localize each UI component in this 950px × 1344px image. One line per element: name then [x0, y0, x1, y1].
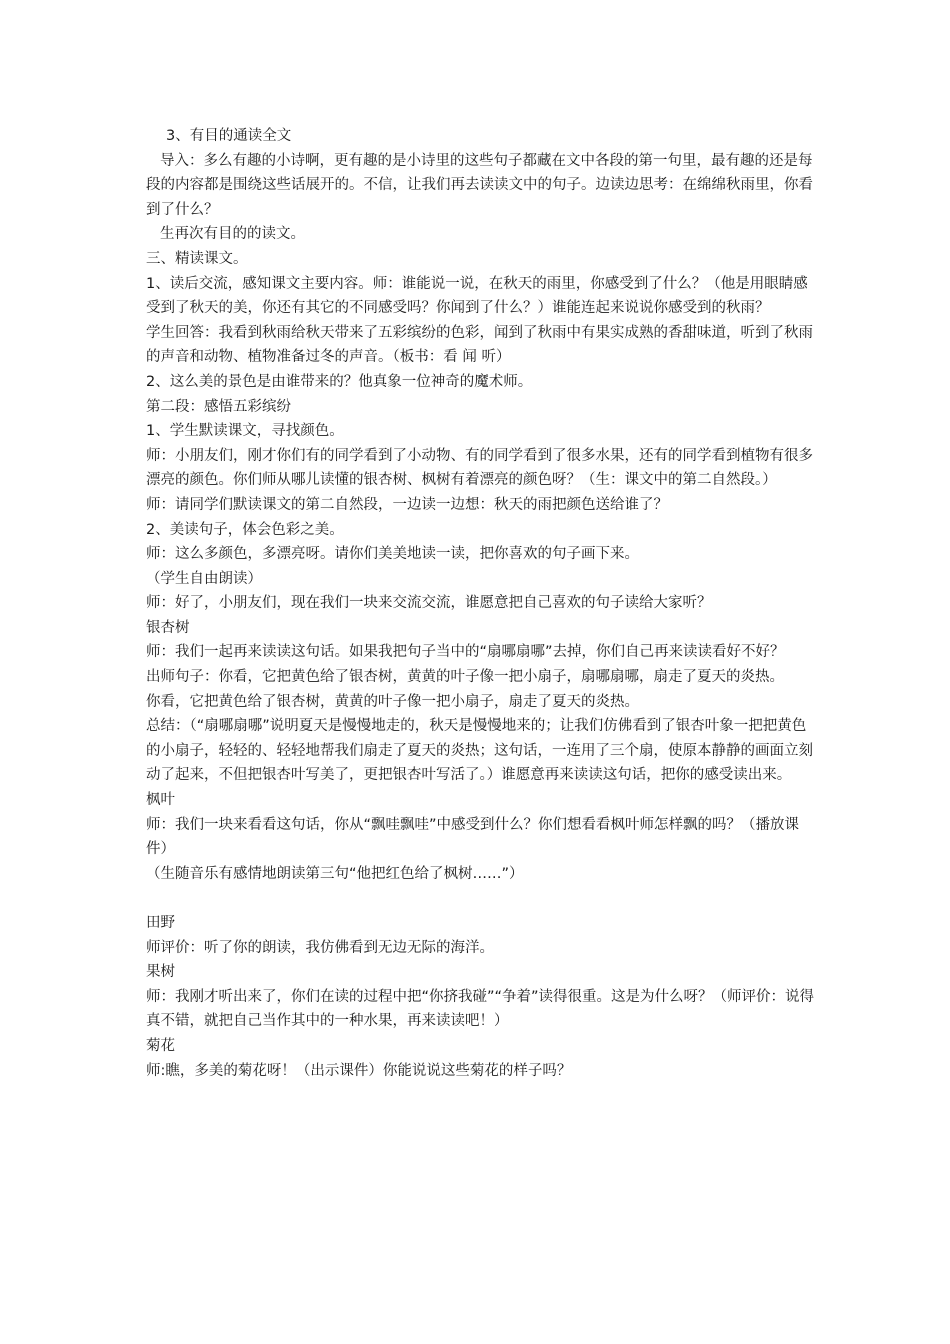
paragraph-magician: 2、这么美的景色是由谁带来的？他真象一位神奇的魔术师。 — [146, 373, 533, 390]
paragraph-beautiful-reading: 2、美读句子，体会色彩之美。 — [146, 521, 344, 538]
paragraph-free-reading: （学生自由朗读） — [146, 570, 262, 587]
subheading-maple: 枫叶 — [146, 792, 175, 809]
paragraph-teacher-question: 师：小朋友们，刚才你们有的同学看到了小动物、有的同学看到了很多水果，还有的同学看到植物有很多漂亮的颜色。你们师从哪儿读懂的银杏树、枫树有着漂亮的颜色呀？（生：课文中的第二自然段。） — [146, 447, 813, 489]
paragraph-share: 师：好了，小朋友们，现在我们一块来交流交流，谁愿意把自己喜欢的句子读给大家听？ — [146, 595, 712, 612]
paragraph-chrysanthemum: 师:瞧，多美的菊花呀！（出示课件）你能说说这些菊花的样子吗？ — [146, 1062, 572, 1079]
paragraph-ginkgo-sentence: 出师句子：你看，它把黄色给了银杏树，黄黄的叶子像一把小扇子，扇哪扇哪，扇走了夏天的炎热。 — [146, 669, 784, 686]
paragraph-many-colors: 师：这么多颜色，多漂亮呀。请你们美美地读一读，把你喜欢的句子画下来。 — [146, 546, 639, 563]
paragraph-ginkgo-sentence-short: 你看，它把黄色给了银杏树，黄黄的叶子像一把小扇子，扇走了夏天的炎热。 — [146, 693, 639, 710]
paragraph-discussion: 1、读后交流，感知课文主要内容。师：谁能说一说，在秋天的雨里，你感受到了什么？（他是用眼睛感受到了秋天的美，你还有其它的不同感受吗？你闻到了什么？）谁能连起来说说你感受到的秋雨？ — [146, 275, 808, 317]
paragraph-student-reading: 生再次有目的的读文。 — [160, 226, 305, 243]
paragraph-field-comment: 师评价：听了你的朗读，我仿佛看到无边无际的海洋。 — [146, 939, 494, 956]
section-heading-second-paragraph: 第二段：感悟五彩缤纷 — [146, 398, 291, 415]
paragraph-fruit-trees: 师：我刚才听出来了，你们在读的过程中把“你挤我碰”“争着”读得很重。这是为什么呀？（师评价：说得真不错，就把自己当作其中的一种水果，再来读读吧！） — [146, 988, 815, 1030]
section-heading-close-reading: 三、精读课文。 — [146, 250, 248, 267]
paragraph-silent-reading: 师：请同学们默读课文的第二自然段，一边读一边想：秋天的雨把颜色送给谁了？ — [146, 496, 668, 513]
paragraph-ginkgo-read: 师：我们一起再来读读这句话。如果我把句子当中的“扇哪扇哪”去掉，你们自己再来读读看好不好？ — [146, 644, 785, 661]
paragraph-find-colors: 1、学生默读课文，寻找颜色。 — [146, 423, 344, 440]
paragraph-introduction: 导入：多么有趣的小诗啊，更有趣的是小诗里的这些句子都藏在文中各段的第一句里，最有趣的还是每段的内容都是围绕这些话展开的。不信，让我们再去读读文中的句子。边读边思考：在绵绵秋雨里，你看到了什么？ — [146, 152, 813, 218]
blank-line — [146, 886, 818, 911]
paragraph-music-reading: （生随音乐有感情地朗读第三句“他把红色给了枫树……”） — [146, 865, 524, 882]
subheading-chrysanthemum: 菊花 — [146, 1037, 175, 1054]
paragraph-student-answer: 学生回答：我看到秋雨给秋天带来了五彩缤纷的色彩，闻到了秋雨中有果实成熟的香甜味道，听到了秋雨的声音和动物、植物准备过冬的声音。（板书：看 闻 听） — [146, 324, 813, 366]
paragraph-maple-read: 师：我们一块来看看这句话，你从“飘哇飘哇”中感受到什么？你们想看看枫叶师怎样飘的吗？（播放课件） — [146, 816, 800, 858]
subheading-fruit-trees: 果树 — [146, 964, 175, 981]
document-page — [146, 124, 818, 1083]
section-heading-read-through: 3、有目的通读全文 — [166, 128, 292, 144]
subheading-ginkgo: 银杏树 — [146, 619, 190, 636]
paragraph-summary: 总结：（“扇哪扇哪”说明夏天是慢慢地走的，秋天是慢慢地来的；让我们仿佛看到了银杏叶象一把把黄色的小扇子，轻轻的、轻轻地帮我们扇走了夏天的炎热；这句话，一连用了三个扇，使原本静静的画面立刻动了起来，不但把银杏叶写美了，更把银杏叶写活了。）谁愿意再来读读这句话，把你的感受读出来。 — [146, 718, 813, 784]
subheading-field: 田野 — [146, 915, 175, 931]
